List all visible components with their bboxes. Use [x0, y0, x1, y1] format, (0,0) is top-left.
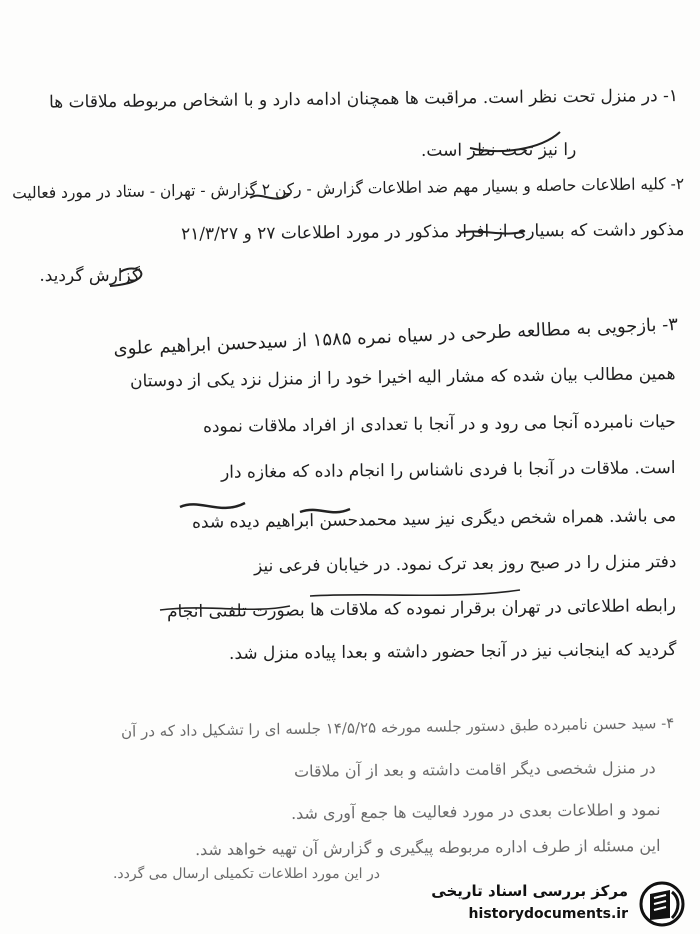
- handwritten-line: در این مورد اطلاعات تکمیلی ارسال می گردد.: [112, 866, 380, 882]
- archive-logo-icon: [636, 880, 688, 928]
- handwritten-line: مذکور داشت که بسیاری از افراد مذکور در مورد اطلاعات ۲۷ و ۲۱/۳/۲۷: [180, 220, 685, 245]
- handwritten-line: گزارش گردید.: [39, 266, 140, 286]
- handwritten-line: این مسئله از طرف اداره مربوطه پیگیری و گزارش آن تهیه خواهد شد.: [194, 836, 661, 860]
- handwritten-line: در منزل شخصی دیگر اقامت داشته و بعد از آن ملاقات: [294, 758, 657, 781]
- handwritten-line: ۱- در منزل تحت نظر است. مراقبت ها همچنان ادامه دارد و با اشخاص مربوطه ملاقات ها: [48, 86, 679, 113]
- handwritten-line: رابطه اطلاعاتی در تهران برقرار نموده که ملاقات ها بصورت تلفنی انجام: [167, 596, 677, 623]
- handwritten-line: حیات نامبرده آنجا می رود و در آنجا با تعدادی از افراد ملاقات نموده: [203, 412, 677, 437]
- watermark-title: مرکز بررسی اسناد تاریخی: [431, 882, 628, 900]
- handwritten-line: را نیز تحت نظر است.: [420, 140, 577, 161]
- handwritten-line: است. ملاقات در آنجا با فردی ناشناس را انجام داده که مغازه دار: [221, 458, 677, 483]
- handwritten-line: گردید که اینجانب نیز در آنجا حضور داشته و بعدا پیاده منزل شد.: [228, 640, 677, 664]
- archive-watermark: [410, 878, 692, 930]
- handwritten-line: می باشد. همراه شخص دیگری نیز سید محمدحسن ابراهیم دیده شده: [191, 506, 677, 533]
- handwritten-line: ۲- کلیه اطلاعات حاصله و بسیار مهم ضد اطلاعات گزارش - رکن ۲ گزارش - تهران - ستاد در مورد فعالیت: [11, 174, 685, 203]
- handwritten-line: ۴- سید حسن نامبرده طبق دستور جلسه مورخه ۱۴/۵/۲۵ جلسه ای را تشکیل داد که در آن: [120, 714, 675, 741]
- handwritten-line: نمود و اطلاعات بعدی در مورد فعالیت ها جمع آوری شد.: [290, 800, 661, 823]
- watermark-url: historydocuments.ir: [468, 906, 628, 922]
- handwritten-line: دفتر منزل را در صبح روز بعد ترک نمود. در خیابان فرعی نیز: [253, 552, 677, 577]
- handwritten-line: همین مطالب بیان شده که مشار الیه اخیرا خود را از منزل نزد یکی از دوستان: [130, 364, 677, 392]
- handwritten-line: ۳- بازجویی به مطالعه طرحی در سیاه نمره ۱۵۸۵ از سیدحسن ابراهیم علوی: [113, 314, 679, 360]
